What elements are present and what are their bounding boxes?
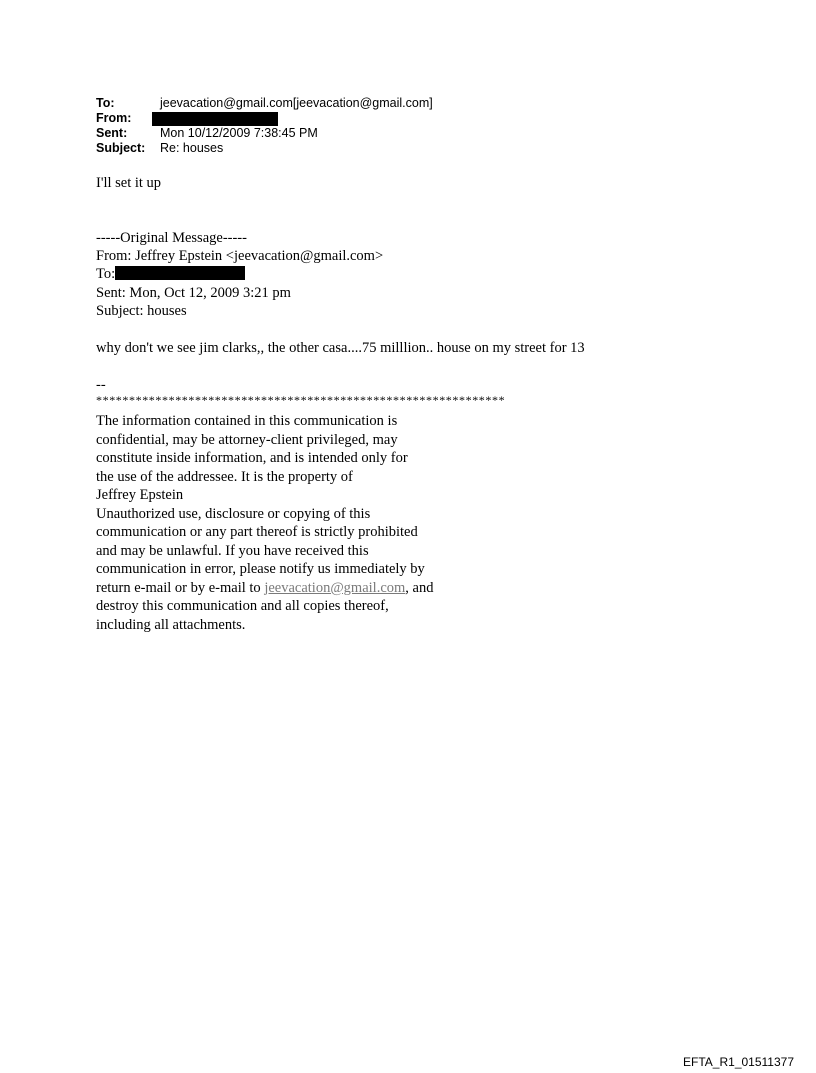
disclaimer-line: destroy this communication and all copies thereof, <box>96 598 389 614</box>
disclaimer-line: Unauthorized use, disclosure or copying of this <box>96 505 371 522</box>
original-to-line <box>96 265 245 283</box>
disclaimer-line <box>96 579 433 598</box>
disclaimer-line: communication in error, please notify us immediately by <box>96 561 425 577</box>
header-to-row <box>96 96 433 111</box>
disclaimer-line: Jeffrey Epstein <box>96 487 184 503</box>
header-sent-row <box>96 126 433 141</box>
disclaimer <box>96 412 433 634</box>
original-from-line: From: Jeffrey Epstein <jeevacation@gmail.com> <box>96 248 384 264</box>
disclaimer-line: communication or any part thereof is strictly prohibited <box>96 524 418 540</box>
email-link[interactable]: jeevacation@gmail.com <box>264 579 406 596</box>
sent-value: Mon 10/12/2009 7:38:45 PM <box>160 126 318 140</box>
original-message-text: why don't we see jim clarks,, the other casa....75 milllion.. house on my street for 13 <box>96 340 585 356</box>
disclaimer-line: and may be unlawful. If you have received this <box>96 542 369 559</box>
original-sent-line: Sent: Mon, Oct 12, 2009 3:21 pm <box>96 285 291 301</box>
redaction-box <box>152 112 278 126</box>
redaction-box <box>115 266 245 280</box>
subject-value: Re: houses <box>160 141 224 155</box>
signature-dashes: -- <box>96 377 106 393</box>
original-subject-line: Subject: houses <box>96 303 187 319</box>
header-subject-row <box>96 141 433 156</box>
original-to-label: To: <box>96 266 116 282</box>
to-value: jeevacation@gmail.com[jeevacation@gmail.com] <box>160 96 433 110</box>
disclaimer-text: , and <box>405 579 434 596</box>
disclaimer-line: including all attachments. <box>96 616 246 633</box>
disclaimer-line: confidential, may be attorney-client privileged, may <box>96 431 398 448</box>
subject-label: Subject: <box>96 141 146 155</box>
from-label: From: <box>96 111 132 125</box>
signature-stars: ************************************************************** <box>96 393 506 407</box>
email-header <box>96 96 433 156</box>
original-message-separator: -----Original Message----- <box>96 230 247 246</box>
disclaimer-text: return e-mail or by e-mail to <box>96 579 265 596</box>
disclaimer-line: The information contained in this communication is <box>96 413 398 429</box>
to-label: To: <box>96 96 115 110</box>
disclaimer-line: the use of the addressee. It is the property of <box>96 468 353 485</box>
disclaimer-line: constitute inside information, and is intended only for <box>96 450 408 466</box>
header-from-row <box>96 111 433 126</box>
sent-label: Sent: <box>96 126 128 140</box>
document-id: EFTA_R1_01511377 <box>683 1055 794 1069</box>
reply-text: I'll set it up <box>96 175 162 191</box>
